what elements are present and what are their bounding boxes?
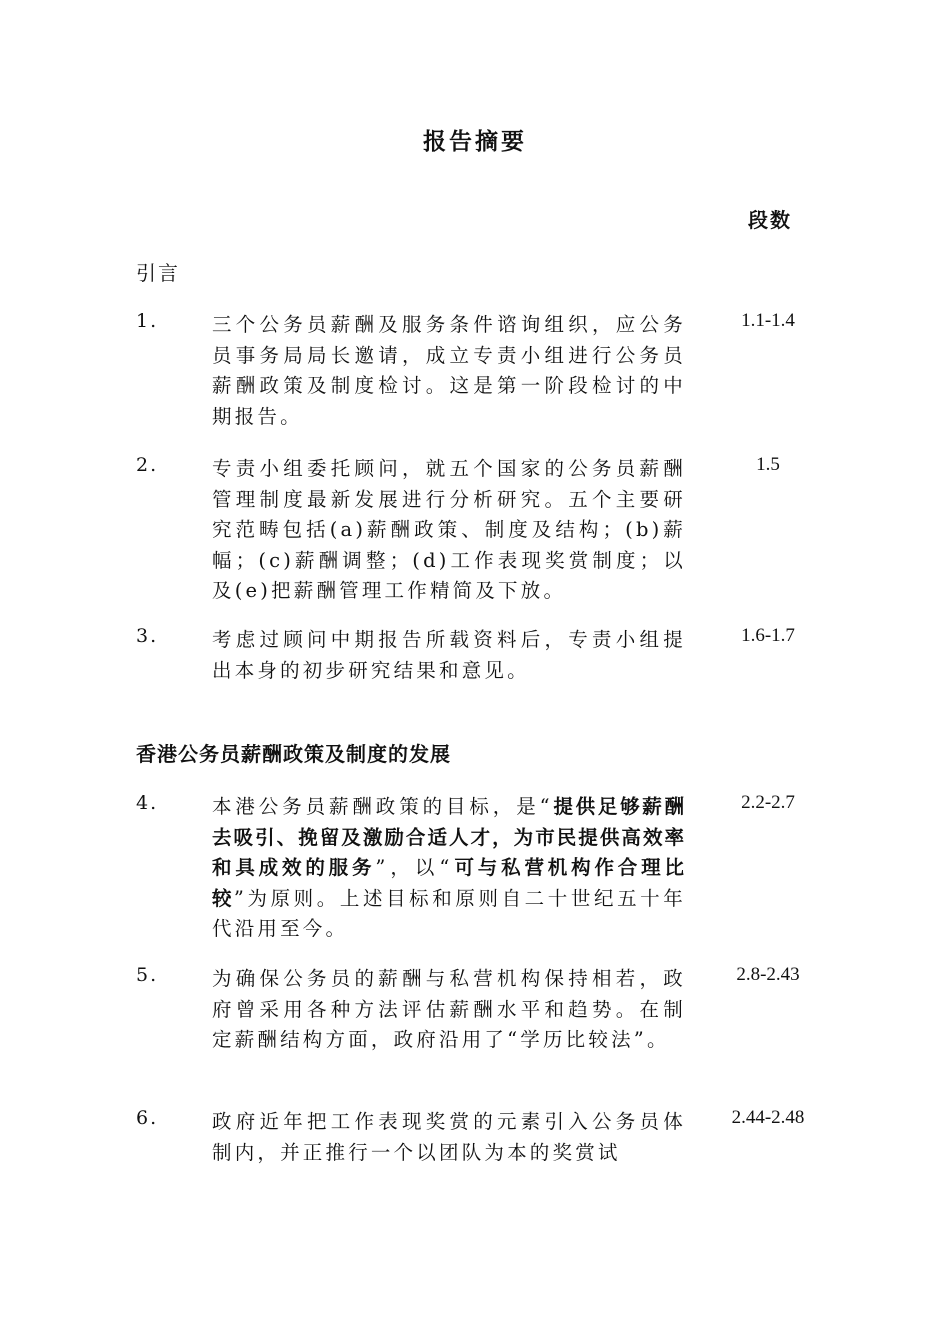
item-text-plain: ”，以“ [375,856,453,879]
section-heading-introduction: 引言 [136,261,180,285]
item-paragraph-ref: 1.1-1.4 [741,310,795,331]
item-number: 2. [136,454,159,476]
page-title: 报告摘要 [423,129,527,155]
item-text: 政府近年把工作表现奖赏的元素引入公务员体制内，并正推行一个以团队为本的奖赏试 [212,1110,686,1164]
item-paragraph-ref: 2.44-2.48 [731,1107,805,1128]
item-number: 1. [136,310,159,332]
item-number: 4. [136,792,159,814]
item-paragraph-ref: 1.5 [756,454,780,475]
item-text: 考虑过顾问中期报告所载资料后，专责小组提出本身的初步研究结果和意见。 [212,628,686,682]
item-number: 3. [136,625,159,647]
item-paragraph-ref: 1.6-1.7 [741,625,795,646]
item-number: 6. [136,1107,159,1129]
item-text: 三个公务员薪酬及服务条件谘询组织，应公务员事务局局长邀请，成立专责小组进行公务员薪酬政策及制度检讨。这是第一阶段检讨的中期报告。 [212,313,686,428]
item-number: 5. [136,964,159,986]
section-heading-hk-pay-policy: 香港公务员薪酬政策及制度的发展 [136,742,451,766]
item-text-plain: ”为原则。上述目标和原则自二十世纪五十年代沿用至今。 [212,886,686,940]
item-text-emphasis: 可与私营机构作合理比较 [212,856,686,910]
item-paragraph-ref: 2.8-2.43 [736,964,800,985]
item-text: 为确保公务员的薪酬与私营机构保持相若，政府曾采用各种方法评估薪酬水平和趋势。在制定薪酬结构方面，政府沿用了“学历比较法”。 [212,967,686,1051]
item-text-emphasis: 提供足够薪酬去吸引、挽留及激励合适人才，为市民提供高效率和具成效的服务 [212,795,686,879]
item-paragraph-ref: 2.2-2.7 [741,792,795,813]
item-text: 专责小组委托顾问，就五个国家的公务员薪酬管理制度最新发展进行分析研究。五个主要研究范畴包括(a)薪酬政策、制度及结构；(b)薪幅；(c)薪酬调整；(d)工作表现奖赏制度；以及(e)把薪酬管理工作精简及下放。 [212,457,686,602]
item-text-plain: 本港公务员薪酬政策的目标，是“ [212,795,553,818]
paragraph-column-header: 段数 [748,208,792,232]
item-text [212,792,686,945]
